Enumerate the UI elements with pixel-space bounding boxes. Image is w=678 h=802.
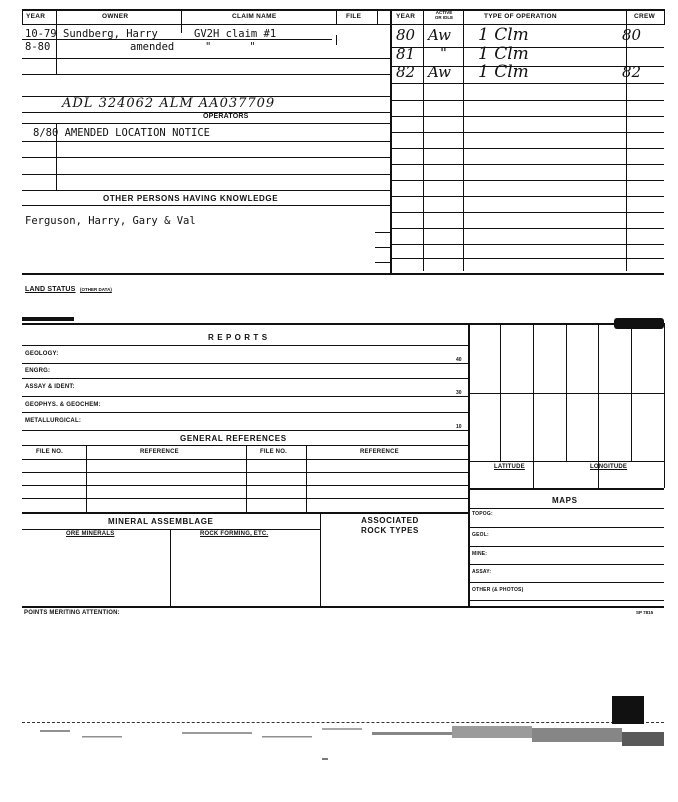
op-row-2-type: 1 Clm [478,44,529,64]
ore-minerals-label: ORE MINERALS [66,531,115,537]
maps-geol: GEOL: [472,532,489,538]
other-persons-title: OTHER PERSONS HAVING KNOWLEDGE [103,194,279,203]
header-file: FILE [346,13,362,20]
land-status-label: LAND STATUS (OTHER DATA) [25,286,112,293]
maps-other: OTHER (& PHOTOS) [472,587,524,593]
header-active-or-idle: ACTIVE OR IDLE [434,10,454,20]
operators-title: OPERATORS [203,113,249,120]
report-geology-label: GEOLOGY: [25,351,59,357]
associated-rock-types: ASSOCIATED ROCK TYPES [360,516,419,535]
gr-col-reference-1: REFERENCE [140,449,179,455]
op-row-3-type: 1 Clm [478,62,529,82]
op-row-1-year: 80 [396,26,416,44]
header-year: YEAR [26,13,46,20]
owner-row-1-year: 10-79 [25,28,57,40]
scan-smudge-left [22,317,74,321]
maps-topog: TOPOG: [472,511,493,517]
scan-noise [22,722,666,762]
reports-title: R E P O R T S [208,333,268,342]
gr-col-file-no-1: FILE NO. [36,449,63,455]
latitude-label: LATITUDE [494,464,525,470]
op-row-3-crew: 82 [622,63,642,81]
gr-col-file-no-2: FILE NO. [260,449,287,455]
owner-row-2-claim: " " [205,41,256,53]
report-engrg-label: ENGRG: [25,368,51,374]
gr-col-reference-2: REFERENCE [360,449,399,455]
form-number: SP 7815 [636,610,654,615]
report-geophys-label: GEOPHYS. & GEOCHEM: [25,402,101,408]
header-claim-name: CLAIM NAME [232,13,277,20]
general-references-title: GENERAL REFERENCES [180,434,287,443]
maps-mine: MINE: [472,551,488,557]
op-row-3-year: 82 [396,63,416,81]
maps-title: MAPS [552,496,578,505]
report-metallurgical-num: 10 [456,424,462,430]
header-year-ops: YEAR [396,13,416,20]
op-row-1-type: 1 Clm [478,25,529,45]
report-geology-num: 40 [456,357,462,363]
op-row-1-crew: 80 [622,26,642,44]
op-row-2-status: " [440,44,447,62]
other-persons-names: Ferguson, Harry, Gary & Val [25,215,196,227]
owner-row-1-owner: Sundberg, Harry [63,28,158,40]
report-metallurgical-label: METALLURGICAL: [25,418,82,424]
maps-assay: ASSAY: [472,569,492,575]
longitude-label: LONGITUDE [590,464,628,470]
scan-smudge-bottom [612,696,644,724]
header-owner: OWNER [102,13,129,20]
operators-note: 8/80 AMENDED LOCATION NOTICE [33,127,211,139]
owner-row-2-owner: amended [130,41,175,53]
header-crew: CREW [634,13,656,20]
report-assay-num: 30 [456,390,462,396]
report-assay-label: ASSAY & IDENT: [25,384,75,390]
op-row-3-status: Aw [428,63,451,81]
op-row-2-year: 81 [396,45,416,63]
header-type-of-operation: TYPE OF OPERATION [484,13,557,20]
owner-row-2-year: 8-80 [25,41,51,53]
rock-forming-label: ROCK FORMING, ETC. [200,531,269,537]
adl-claim-note: ADL 324062 ALM AA037709 [62,96,276,111]
op-row-1-status: Aw [428,26,451,44]
mineral-assemblage-title: MINERAL ASSEMBLAGE [108,517,214,526]
owner-row-1-claim: GV2H claim #1 [194,28,277,40]
points-meriting-attention: POINTS MERITING ATTENTION: [24,610,120,616]
